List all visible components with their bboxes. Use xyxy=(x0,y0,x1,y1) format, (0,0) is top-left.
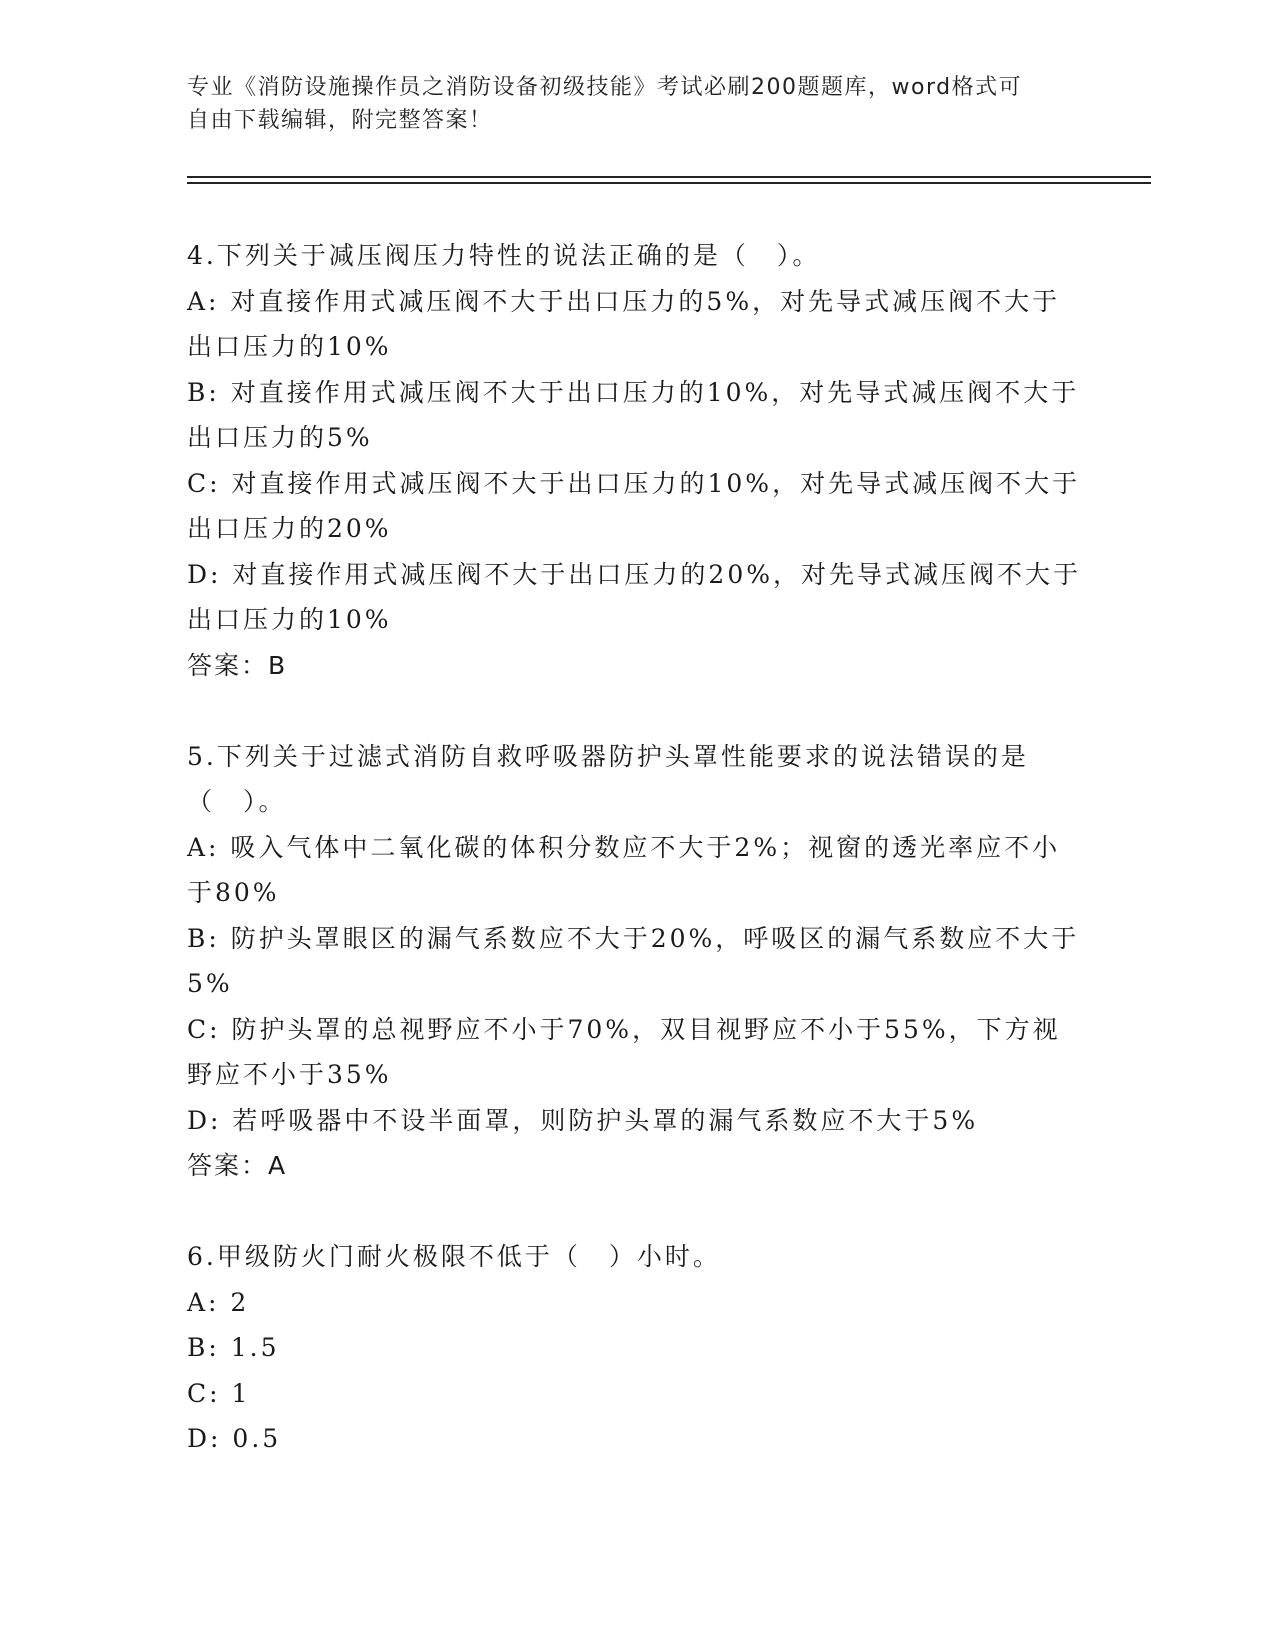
question-stem: 5.下列关于过滤式消防自救呼吸器防护头罩性能要求的说法错误的是（ ）。 xyxy=(187,741,1029,816)
header-divider-bottom xyxy=(187,182,1151,184)
option-b: B: 对直接作用式减压阀不大于出口压力的10%，对先导式减压阀不大于出口压力的5% xyxy=(187,377,1080,452)
option-c: C: 防护头罩的总视野应不小于70%，双目视野应不小于55%，下方视野应不小于35% xyxy=(187,1014,1061,1089)
option-c: C: 对直接作用式减压阀不大于出口压力的10%，对先导式减压阀不大于出口压力的20% xyxy=(187,468,1081,543)
option-d: D: 对直接作用式减压阀不大于出口压力的20%，对先导式减压阀不大于出口压力的10% xyxy=(187,559,1081,634)
option-a: A: 对直接作用式减压阀不大于出口压力的5%，对先导式减压阀不大于出口压力的10% xyxy=(187,286,1061,361)
question-6 xyxy=(187,1234,1087,1462)
option-b: B: 防护头罩眼区的漏气系数应不大于20%，呼吸区的漏气系数应不大于5% xyxy=(187,923,1080,998)
option-d: D: 0.5 xyxy=(187,1424,282,1453)
option-d: D: 若呼吸器中不设半面罩，则防护头罩的漏气系数应不大于5% xyxy=(187,1105,979,1135)
option-a: A: 吸入气体中二氧化碳的体积分数应不大于2%；视窗的透光率应不小于80% xyxy=(187,832,1061,907)
question-5 xyxy=(187,734,1087,1189)
option-a: A: 2 xyxy=(187,1287,250,1317)
option-c: C: 1 xyxy=(187,1378,251,1408)
header-intro-line-2: 自由下载编辑，附完整答案！ xyxy=(187,108,493,133)
option-b: B: 1.5 xyxy=(187,1333,280,1362)
header-divider-top xyxy=(187,176,1151,178)
question-stem: 6.甲级防火门耐火极限不低于（ ）小时。 xyxy=(187,1242,721,1271)
answer: 答案：A xyxy=(187,1151,288,1180)
document-header xyxy=(187,71,1067,137)
question-stem: 4.下列关于减压阀压力特性的说法正确的是（ ）。 xyxy=(187,241,821,270)
question-4 xyxy=(187,233,1087,688)
header-intro-line-1: 专业《消防设施操作员之消防设备初级技能》考试必刷200题题库，word格式可 xyxy=(187,75,1023,100)
question-list xyxy=(187,233,1087,1462)
answer: 答案：B xyxy=(187,650,288,680)
